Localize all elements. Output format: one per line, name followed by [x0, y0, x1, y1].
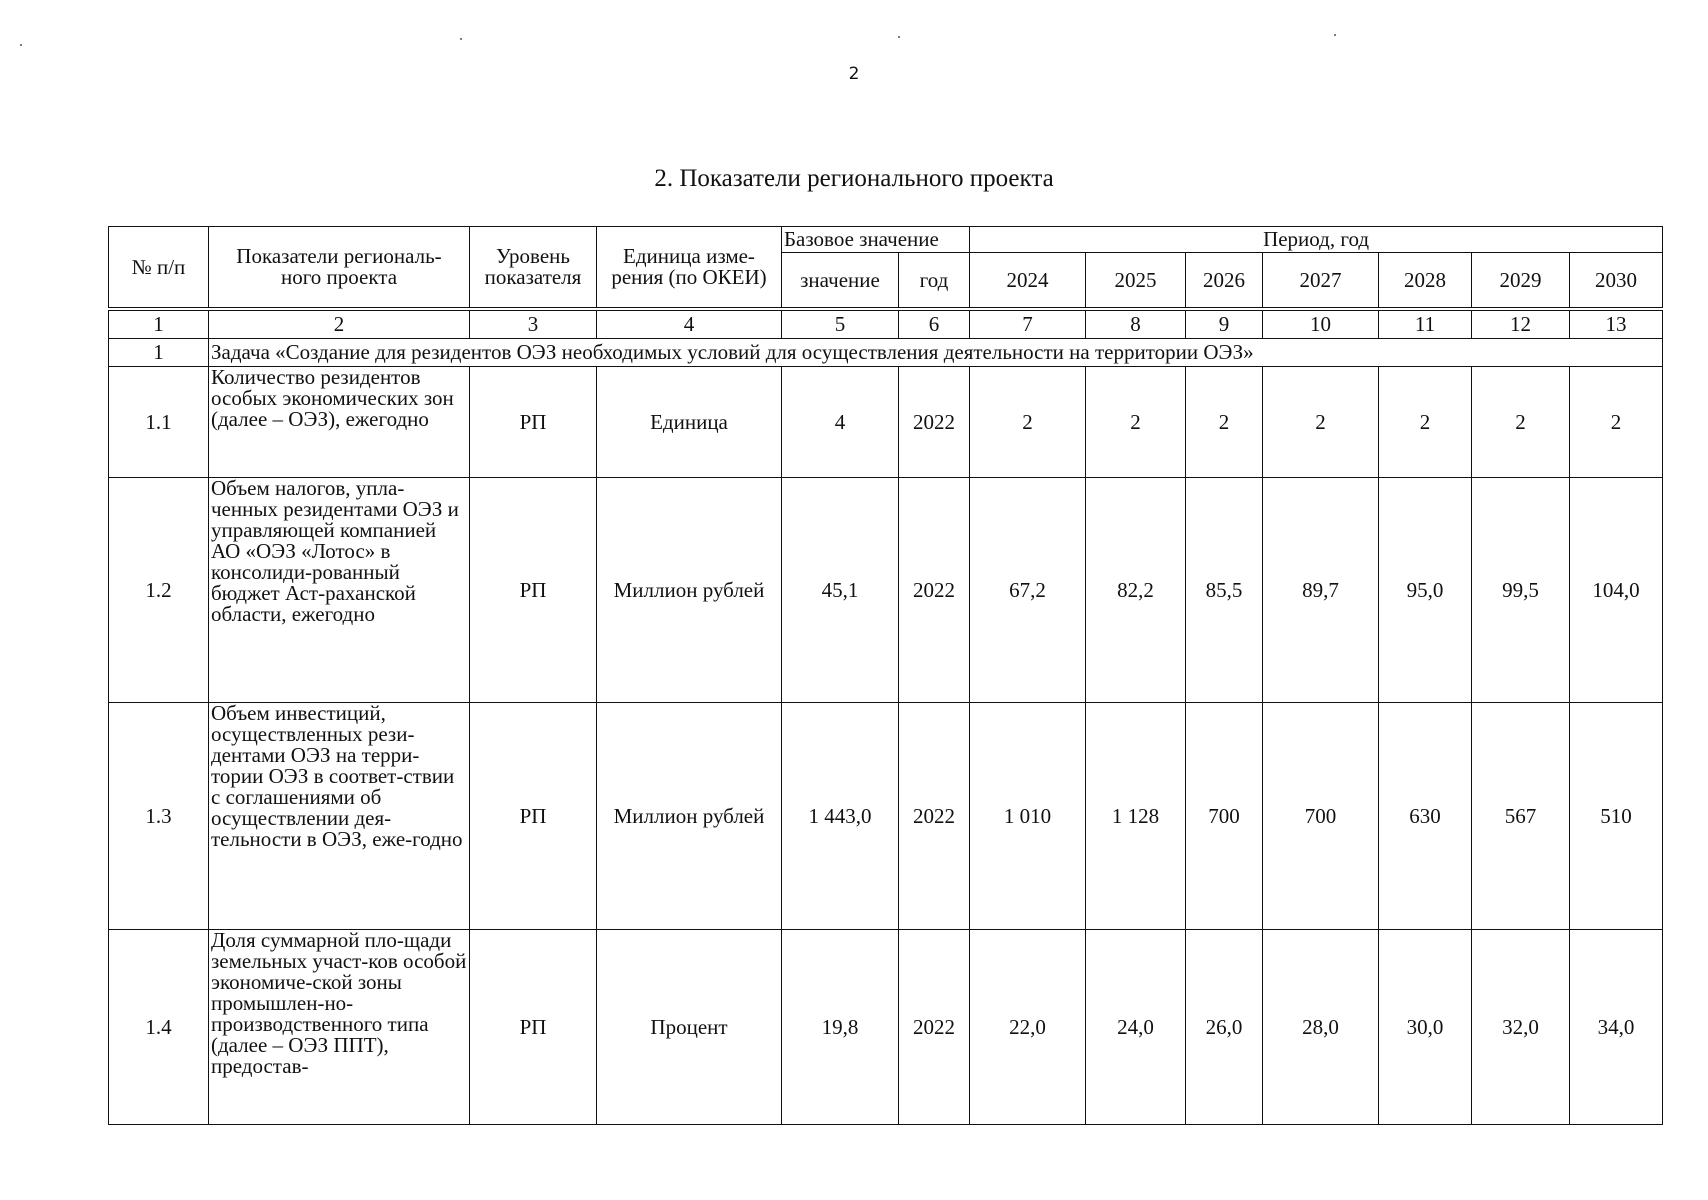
row-unit: Процент — [597, 930, 782, 1125]
header-level: Уровень показателя — [470, 227, 597, 310]
column-number: 13 — [1570, 309, 1663, 339]
row-num: 1.4 — [109, 930, 209, 1125]
table-row — [109, 703, 1663, 930]
column-number-row — [109, 309, 1663, 339]
row-value: 24,0 — [1086, 930, 1186, 1125]
header-unit: Единица изме-рения (по ОКЕИ) — [597, 227, 782, 310]
table-row — [109, 478, 1663, 703]
row-value: 630 — [1379, 703, 1472, 930]
scan-dot — [898, 36, 900, 38]
row-value: 2 — [1086, 367, 1186, 478]
row-indicator: Доля суммарной пло-щади земельных участ-ков особой экономиче-ской зоны промышлен-но-производственного типа (далее – ОЭЗ ППТ), предостав- — [209, 930, 470, 1125]
header-indicator: Показатели региональ-ного проекта — [209, 227, 470, 310]
header-year: 2024 — [970, 253, 1086, 310]
row-value: 22,0 — [970, 930, 1086, 1125]
header-base-year: год — [899, 253, 970, 310]
row-value: 510 — [1570, 703, 1663, 930]
header-year: 2028 — [1379, 253, 1472, 310]
row-unit: Единица — [597, 367, 782, 478]
column-number: 2 — [209, 309, 470, 339]
header-year: 2026 — [1186, 253, 1263, 310]
row-base-year: 2022 — [899, 703, 970, 930]
row-value: 34,0 — [1570, 930, 1663, 1125]
header-base-value: значение — [782, 253, 899, 310]
row-num: 1.2 — [109, 478, 209, 703]
row-value: 28,0 — [1263, 930, 1379, 1125]
column-number: 7 — [970, 309, 1086, 339]
row-base-year: 2022 — [899, 478, 970, 703]
row-value: 567 — [1472, 703, 1570, 930]
table-row — [109, 367, 1663, 478]
indicators-table — [108, 226, 1663, 1125]
row-level: РП — [470, 367, 597, 478]
column-number: 5 — [782, 309, 899, 339]
header-year: 2030 — [1570, 253, 1663, 310]
row-value: 32,0 — [1472, 930, 1570, 1125]
row-value: 2 — [1379, 367, 1472, 478]
row-base-year: 2022 — [899, 367, 970, 478]
row-value: 1 128 — [1086, 703, 1186, 930]
row-num: 1.1 — [109, 367, 209, 478]
row-value: 2 — [1472, 367, 1570, 478]
header-period: Период, год — [970, 227, 1663, 253]
row-unit: Миллион рублей — [597, 703, 782, 930]
column-number: 6 — [899, 309, 970, 339]
row-indicator: Количество резидентов особых экономических зон (далее – ОЭЗ), ежегодно — [209, 367, 470, 478]
header-row-1 — [109, 227, 1663, 253]
column-number: 4 — [597, 309, 782, 339]
row-value: 2 — [1570, 367, 1663, 478]
row-value: 2 — [1186, 367, 1263, 478]
column-number: 9 — [1186, 309, 1263, 339]
column-number: 11 — [1379, 309, 1472, 339]
row-value: 2 — [970, 367, 1086, 478]
row-level: РП — [470, 703, 597, 930]
row-value: 26,0 — [1186, 930, 1263, 1125]
row-value: 30,0 — [1379, 930, 1472, 1125]
table-row — [109, 930, 1663, 1125]
row-value: 82,2 — [1086, 478, 1186, 703]
scan-dot — [1334, 34, 1336, 36]
row-base-value: 1 443,0 — [782, 703, 899, 930]
column-number: 12 — [1472, 309, 1570, 339]
row-value: 2 — [1263, 367, 1379, 478]
task-num: 1 — [109, 339, 209, 367]
page-number: 2 — [848, 64, 860, 84]
column-number: 1 — [109, 309, 209, 339]
column-number: 10 — [1263, 309, 1379, 339]
page-title: 2. Показатели регионального проекта — [654, 165, 1054, 192]
row-indicator: Объем инвестиций, осуществленных рези-дентами ОЭЗ на терри-тории ОЭЗ в соответ-ствии с соглашениями об осуществлении дея-тельности в ОЭЗ, еже-годно — [209, 703, 470, 930]
row-base-value: 19,8 — [782, 930, 899, 1125]
row-value: 95,0 — [1379, 478, 1472, 703]
column-number: 3 — [470, 309, 597, 339]
row-value: 89,7 — [1263, 478, 1379, 703]
header-base: Базовое значение — [782, 227, 970, 253]
task-text: Задача «Создание для резидентов ОЭЗ необходимых условий для осуществления деятельности на территории ОЭЗ» — [209, 339, 1663, 367]
row-unit: Миллион рублей — [597, 478, 782, 703]
row-value: 700 — [1263, 703, 1379, 930]
row-indicator: Объем налогов, упла-ченных резидентами ОЭЗ и управляющей компанией АО «ОЭЗ «Лотос» в консолиди-рованный бюджет Аст-раханской области, ежегодно — [209, 478, 470, 703]
header-num: № п/п — [109, 227, 209, 310]
row-value: 85,5 — [1186, 478, 1263, 703]
header-year: 2029 — [1472, 253, 1570, 310]
row-base-year: 2022 — [899, 930, 970, 1125]
task-row — [109, 339, 1663, 367]
scan-dot — [460, 38, 462, 40]
row-level: РП — [470, 478, 597, 703]
row-value: 99,5 — [1472, 478, 1570, 703]
row-num: 1.3 — [109, 703, 209, 930]
row-value: 67,2 — [970, 478, 1086, 703]
row-level: РП — [470, 930, 597, 1125]
row-base-value: 45,1 — [782, 478, 899, 703]
row-base-value: 4 — [782, 367, 899, 478]
row-value: 104,0 — [1570, 478, 1663, 703]
scan-dot — [20, 44, 22, 46]
row-value: 700 — [1186, 703, 1263, 930]
row-value: 1 010 — [970, 703, 1086, 930]
header-year: 2027 — [1263, 253, 1379, 310]
header-year: 2025 — [1086, 253, 1186, 310]
column-number: 8 — [1086, 309, 1186, 339]
